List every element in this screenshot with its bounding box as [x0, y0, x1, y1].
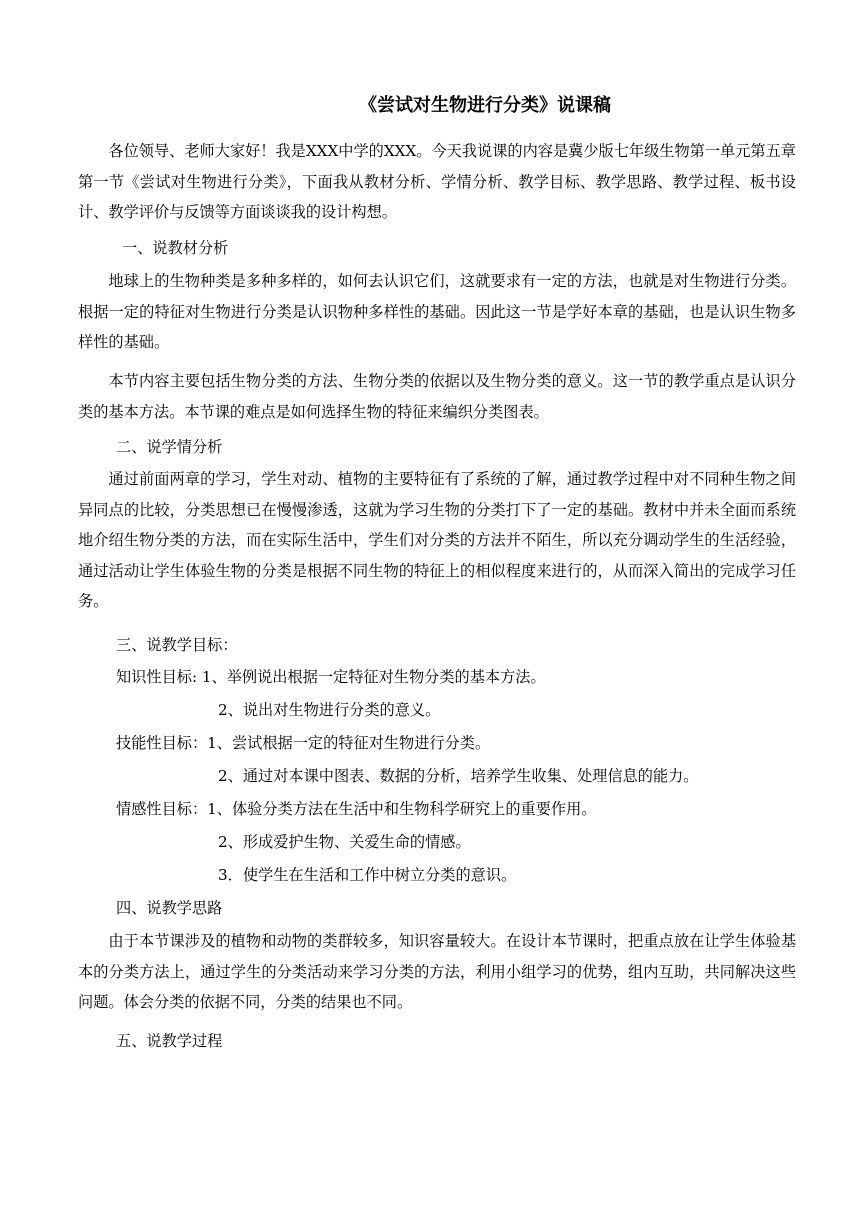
goal-skill-1: 技能性目标：1、尝试根据一定的特征对生物进行分类。: [116, 734, 491, 752]
goal-emotion-1: 情感性目标：1、体验分类方法在生活中和生物科学研究上的重要作用。: [116, 800, 597, 818]
goal-emotion-2: 2、形成爱护生物、关爱生命的情感。: [218, 833, 471, 851]
section-1-paragraph-1: 地球上的生物种类是多种多样的，如何去认识它们，这就要求有一定的方法，也就是对生物进行分类。根据一定的特征对生物进行分类是认识物种多样性的基础。因此这一节是学好本章的基础，也是认识生物多样性的基础。: [78, 272, 796, 351]
section-2-paragraph-1: 通过前面两章的学习，学生对动、植物的主要特征有了系统的了解，通过教学过程中对不同种生物之间异同点的比较，分类思想已在慢慢渗透，这就为学习生物的分类打下了一定的基础。教材中并未全面而系统地介绍生物分类的方法，而在实际生活中，学生们对分类的方法并不陌生，所以充分调动学生的生活经验，通过活动让学生体验生物的分类是根据不同生物的特征上的相似程度来进行的，从而深入简出的完成学习任务。: [78, 470, 796, 610]
section-4-paragraph-1: 由于本节课涉及的植物和动物的类群较多，知识容量较大。在设计本节课时，把重点放在让学生体验基本的分类方法上，通过学生的分类活动来学习分类的方法，利用小组学习的优势，组内互助，共同解决这些问题。体会分类的依据不同，分类的结果也不同。: [78, 932, 796, 1011]
section-heading-1: 一、说教材分析: [122, 239, 229, 257]
section-heading-2: 二、说学情分析: [116, 438, 223, 456]
document-title: 《尝试对生物进行分类》说课稿: [359, 95, 611, 116]
section-heading-4: 四、说教学思路: [116, 899, 223, 917]
goal-emotion-3: 3．使学生在生活和工作中树立分类的意识。: [218, 866, 517, 884]
goal-skill-2: 2、通过对本课中图表、数据的分析，培养学生收集、处理信息的能力。: [218, 767, 699, 785]
intro-paragraph: 各位领导、老师大家好！我是XXX中学的XXX。今天我说课的内容是冀少版七年级生物第一单元第五章第一节《尝试对生物进行分类》，下面我从教材分析、学情分析、教学目标、教学思路、教学过程、板书设计、教学评价与反馈等方面谈谈我的设计构想。: [78, 142, 796, 221]
section-heading-5: 五、说教学过程: [116, 1032, 223, 1050]
goal-knowledge-1: 知识性目标: 1、举例说出根据一定特征对生物分类的基本方法。: [116, 668, 546, 686]
section-heading-3: 三、说教学目标：: [116, 636, 238, 654]
section-1-paragraph-2: 本节内容主要包括生物分类的方法、生物分类的依据以及生物分类的意义。这一节的教学重点是认识分类的基本方法。本节课的难点是如何选择生物的特征来编织分类图表。: [78, 372, 796, 421]
goal-knowledge-2: 2、说出对生物进行分类的意义。: [218, 701, 441, 719]
